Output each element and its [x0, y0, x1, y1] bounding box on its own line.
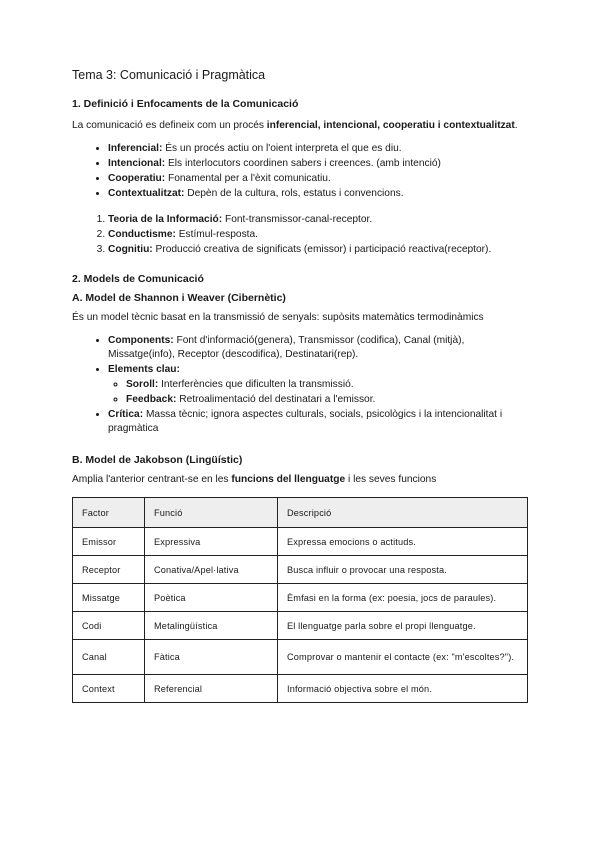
table-row	[73, 584, 528, 612]
table-cell: Receptor	[73, 556, 145, 584]
list-item: • Components: Font d'informació(genera), Transmissor (codifica), Canal (mitjà), Missatge(info), Receptor (descodifica), Destinatari(rep).	[108, 334, 528, 362]
theories-list	[72, 213, 528, 257]
subsection-a-intro: És un model tècnic basat en la transmissió de senyals: supòsits matemàtics termodinàmics	[72, 312, 484, 323]
list-item: • Cooperatiu: Fonamental per a l'èxit comunicatiu.	[108, 172, 528, 186]
column-header: Factor	[73, 498, 145, 528]
table-cell: Fàtica	[145, 640, 278, 675]
subsection-a-heading: A. Model de Shannon i Weaver (Cibernètic)	[72, 292, 286, 304]
table-cell: Missatge	[73, 584, 145, 612]
list-item: ◦ Soroll: Interferències que dificulten la transmissió.	[126, 378, 528, 392]
table-cell: Emissor	[73, 528, 145, 556]
list-item: 2. Conductisme: Estímul-resposta.	[108, 228, 528, 242]
table-cell: Informació objectiva sobre el món.	[278, 675, 528, 703]
table-cell: El llenguatge parla sobre el propi llenguatge.	[278, 612, 528, 640]
jakobson-table	[72, 497, 528, 703]
table-row	[73, 612, 528, 640]
list-item: 3. Cognitiu: Producció creativa de significats (emissor) i participació reactiva(receptor).	[108, 243, 528, 257]
table-cell: Comprovar o mantenir el contacte (ex: "m'escoltes?").	[278, 640, 528, 675]
page-title: Tema 3: Comunicació i Pragmàtica	[72, 68, 266, 82]
list-item: • Crítica: Massa tècnic; ignora aspectes culturals, socials, psicològics i la intencionalitat i pragmàtica	[108, 408, 528, 436]
column-header: Funció	[145, 498, 278, 528]
shannon-list	[72, 334, 528, 436]
section2-heading: 2. Models de Comunicació	[72, 273, 204, 285]
table-cell: Codi	[73, 612, 145, 640]
table-cell: Busca influir o provocar una resposta.	[278, 556, 528, 584]
column-header: Descripció	[278, 498, 528, 528]
table-cell: Context	[73, 675, 145, 703]
table-cell: Canal	[73, 640, 145, 675]
table-row	[73, 675, 528, 703]
table-cell: Referencial	[145, 675, 278, 703]
section1-heading: 1. Definició i Enfocaments de la Comunicació	[72, 98, 299, 110]
table-row	[73, 528, 528, 556]
table-cell: Expressiva	[145, 528, 278, 556]
list-item: • Elements clau: ◦ Soroll: Interferències que dificulten la transmissió. ◦ Feedback: Retroalimentació del destinatari a l'emissor.	[108, 363, 528, 407]
list-item: • Intencional: Els interlocutors coordinen sabers i creences. (amb intenció)	[108, 157, 528, 171]
list-item: • Inferencial: És un procés actiu on l'oient interpreta el que es diu.	[108, 142, 528, 156]
table-cell: Conativa/Apel·lativa	[145, 556, 278, 584]
table-cell: Expressa emocions o actituds.	[278, 528, 528, 556]
table-cell: Metalingüística	[145, 612, 278, 640]
section1-intro: La comunicació es defineix com un procés inferencial, intencional, cooperatiu i contextualitzat.	[72, 120, 518, 131]
list-item: • Contextualitzat: Depèn de la cultura, rols, estatus i convencions.	[108, 187, 528, 201]
list-item: 1. Teoria de la Informació: Font-transmissor-canal-receptor.	[108, 213, 528, 227]
table-row	[73, 556, 528, 584]
subsection-b-heading: B. Model de Jakobson (Lingüístic)	[72, 454, 243, 466]
table-cell: Èmfasi en la forma (ex: poesia, jocs de paraules).	[278, 584, 528, 612]
table-row	[73, 640, 528, 675]
table-cell: Poètica	[145, 584, 278, 612]
subsection-b-intro: Amplia l'anterior centrant-se en les funcions del llenguatge i les seves funcions	[72, 474, 437, 485]
elements-sublist	[108, 378, 528, 407]
table-header-row	[73, 498, 528, 528]
list-item: ◦ Feedback: Retroalimentació del destinatari a l'emissor.	[126, 393, 528, 407]
traits-list	[72, 142, 528, 201]
